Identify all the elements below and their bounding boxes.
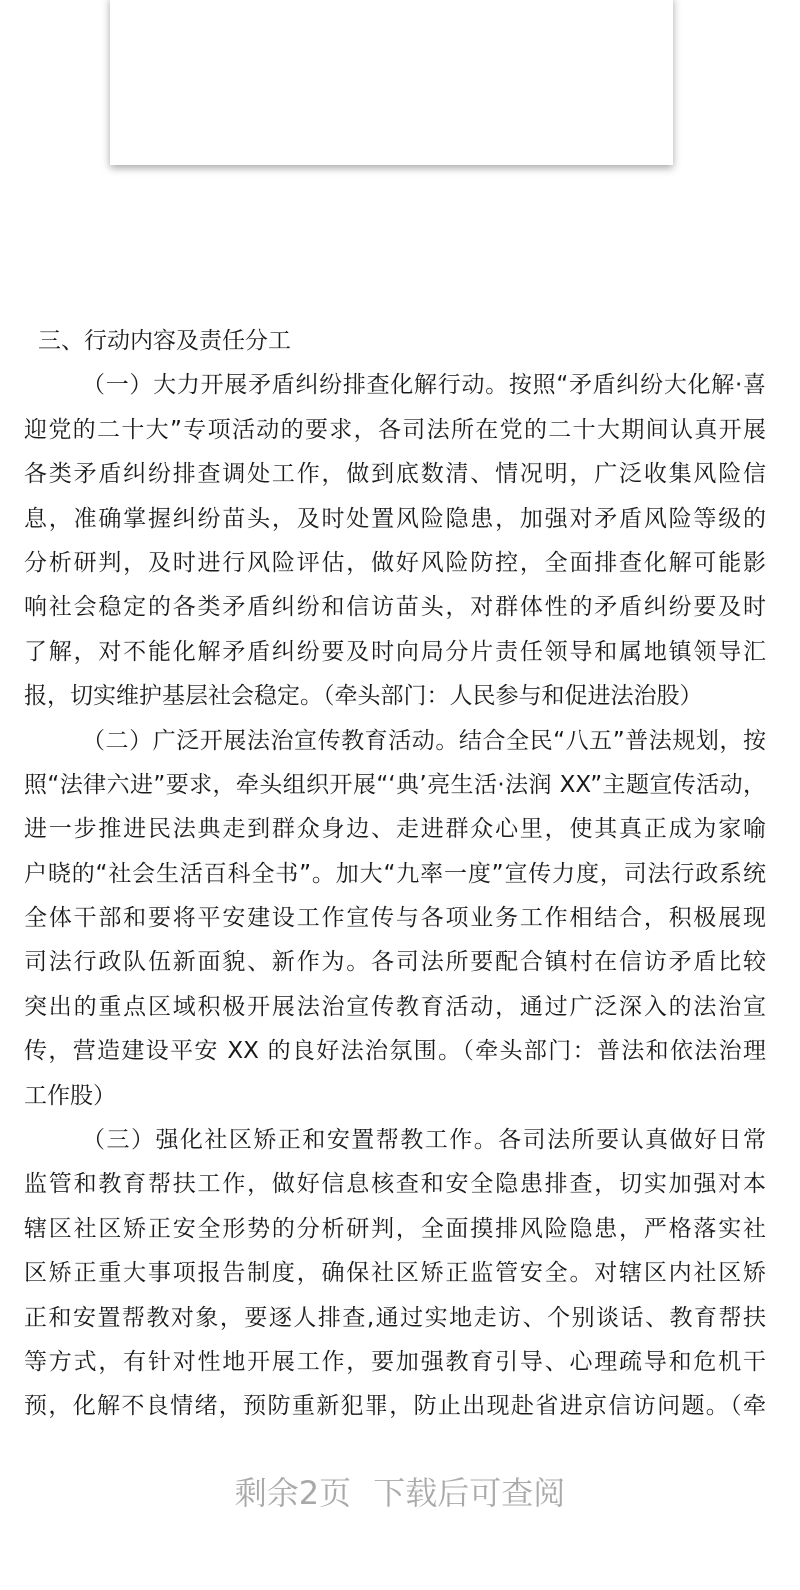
paragraph <box>24 1118 766 1429</box>
paragraph-line: 监管和教育帮扶工作，做好信息核查和安全隐患排查，切实加强对本 <box>24 1171 766 1198</box>
paragraph-line: 区矫正重大事项报告制度，确保社区矫正监管安全。对辖区内社区矫 <box>24 1260 766 1287</box>
paragraph-line: 迎党的二十大”专项活动的要求，各司法所在党的二十大期间认真开展 <box>24 416 766 443</box>
paragraph-line: 各类矛盾纠纷排查调处工作，做到底数清、情况明，广泛收集风险信 <box>24 461 766 488</box>
paragraph-line: 户晓的“社会生活百科全书”。加大“九率一度”宣传力度，司法行政系统 <box>24 860 766 887</box>
paragraph <box>24 363 766 718</box>
paragraph-line: 突出的重点区域积极开展法治宣传教育活动，通过广泛深入的法治宣 <box>24 993 766 1020</box>
section-heading: 三、行动内容及责任分工 <box>38 328 291 354</box>
paragraph <box>24 719 766 1119</box>
paragraph-line: 分析研判，及时进行风险评估，做好风险防控，全面排查化解可能影 <box>24 549 766 576</box>
download-prompt[interactable]: 剩余2页 下载后可查阅 <box>234 1474 566 1512</box>
paragraph-line: 正和安置帮教对象，要逐人排查,通过实地走访、个别谈话、教育帮扶 <box>24 1304 766 1331</box>
paragraph-line: 全体干部和要将平安建设工作宣传与各项业务工作相结合，积极展现 <box>24 905 766 932</box>
paragraph-line: 预，化解不良情绪，预防重新犯罪，防止出现赴省进京信访问题。（牵 <box>24 1393 766 1420</box>
paragraph-line: 息，准确掌握纠纷苗头，及时处置风险隐患，加强对矛盾风险等级的 <box>24 505 766 532</box>
paragraph-line: 照“法律六进”要求，牵头组织开展“‘典’亮生活·法润 XX”主题宣传活动， <box>24 771 766 798</box>
document-body <box>24 319 766 1429</box>
paragraph-line: 传，营造建设平安 XX 的良好法治氛围。（牵头部门：普法和依法治理 <box>24 1038 766 1065</box>
paragraph-line: （三）强化社区矫正和安置帮教工作。各司法所要认真做好日常 <box>82 1127 766 1154</box>
paragraph-line: （二）广泛开展法治宣传教育活动。结合全民“八五”普法规划，按 <box>82 727 766 754</box>
paragraph-line: 等方式，有针对性地开展工作，要加强教育引导、心理疏导和危机干 <box>24 1348 766 1375</box>
paragraph-line: （一）大力开展矛盾纠纷排查化解行动。按照“矛盾纠纷大化解·喜 <box>82 372 766 399</box>
paragraph-line: 进一步推进民法典走到群众身边、走进群众心里，使其真正成为家喻 <box>24 816 766 843</box>
paragraph-line: 了解，对不能化解矛盾纠纷要及时向局分片责任领导和属地镇领导汇 <box>24 638 766 665</box>
previous-page-card <box>110 0 673 165</box>
paragraph-line: 司法行政队伍新面貌、新作为。各司法所要配合镇村在信访矛盾比较 <box>24 949 766 976</box>
paragraph-line: 工作股） <box>24 1082 116 1109</box>
paragraph-line: 报，切实维护基层社会稳定。（牵头部门：人民参与和促进法治股） <box>24 683 703 710</box>
paragraph-line: 响社会稳定的各类矛盾纠纷和信访苗头，对群体性的矛盾纠纷要及时 <box>24 594 766 621</box>
paragraph-line: 辖区社区矫正安全形势的分析研判，全面摸排风险隐患，严格落实社 <box>24 1215 766 1242</box>
